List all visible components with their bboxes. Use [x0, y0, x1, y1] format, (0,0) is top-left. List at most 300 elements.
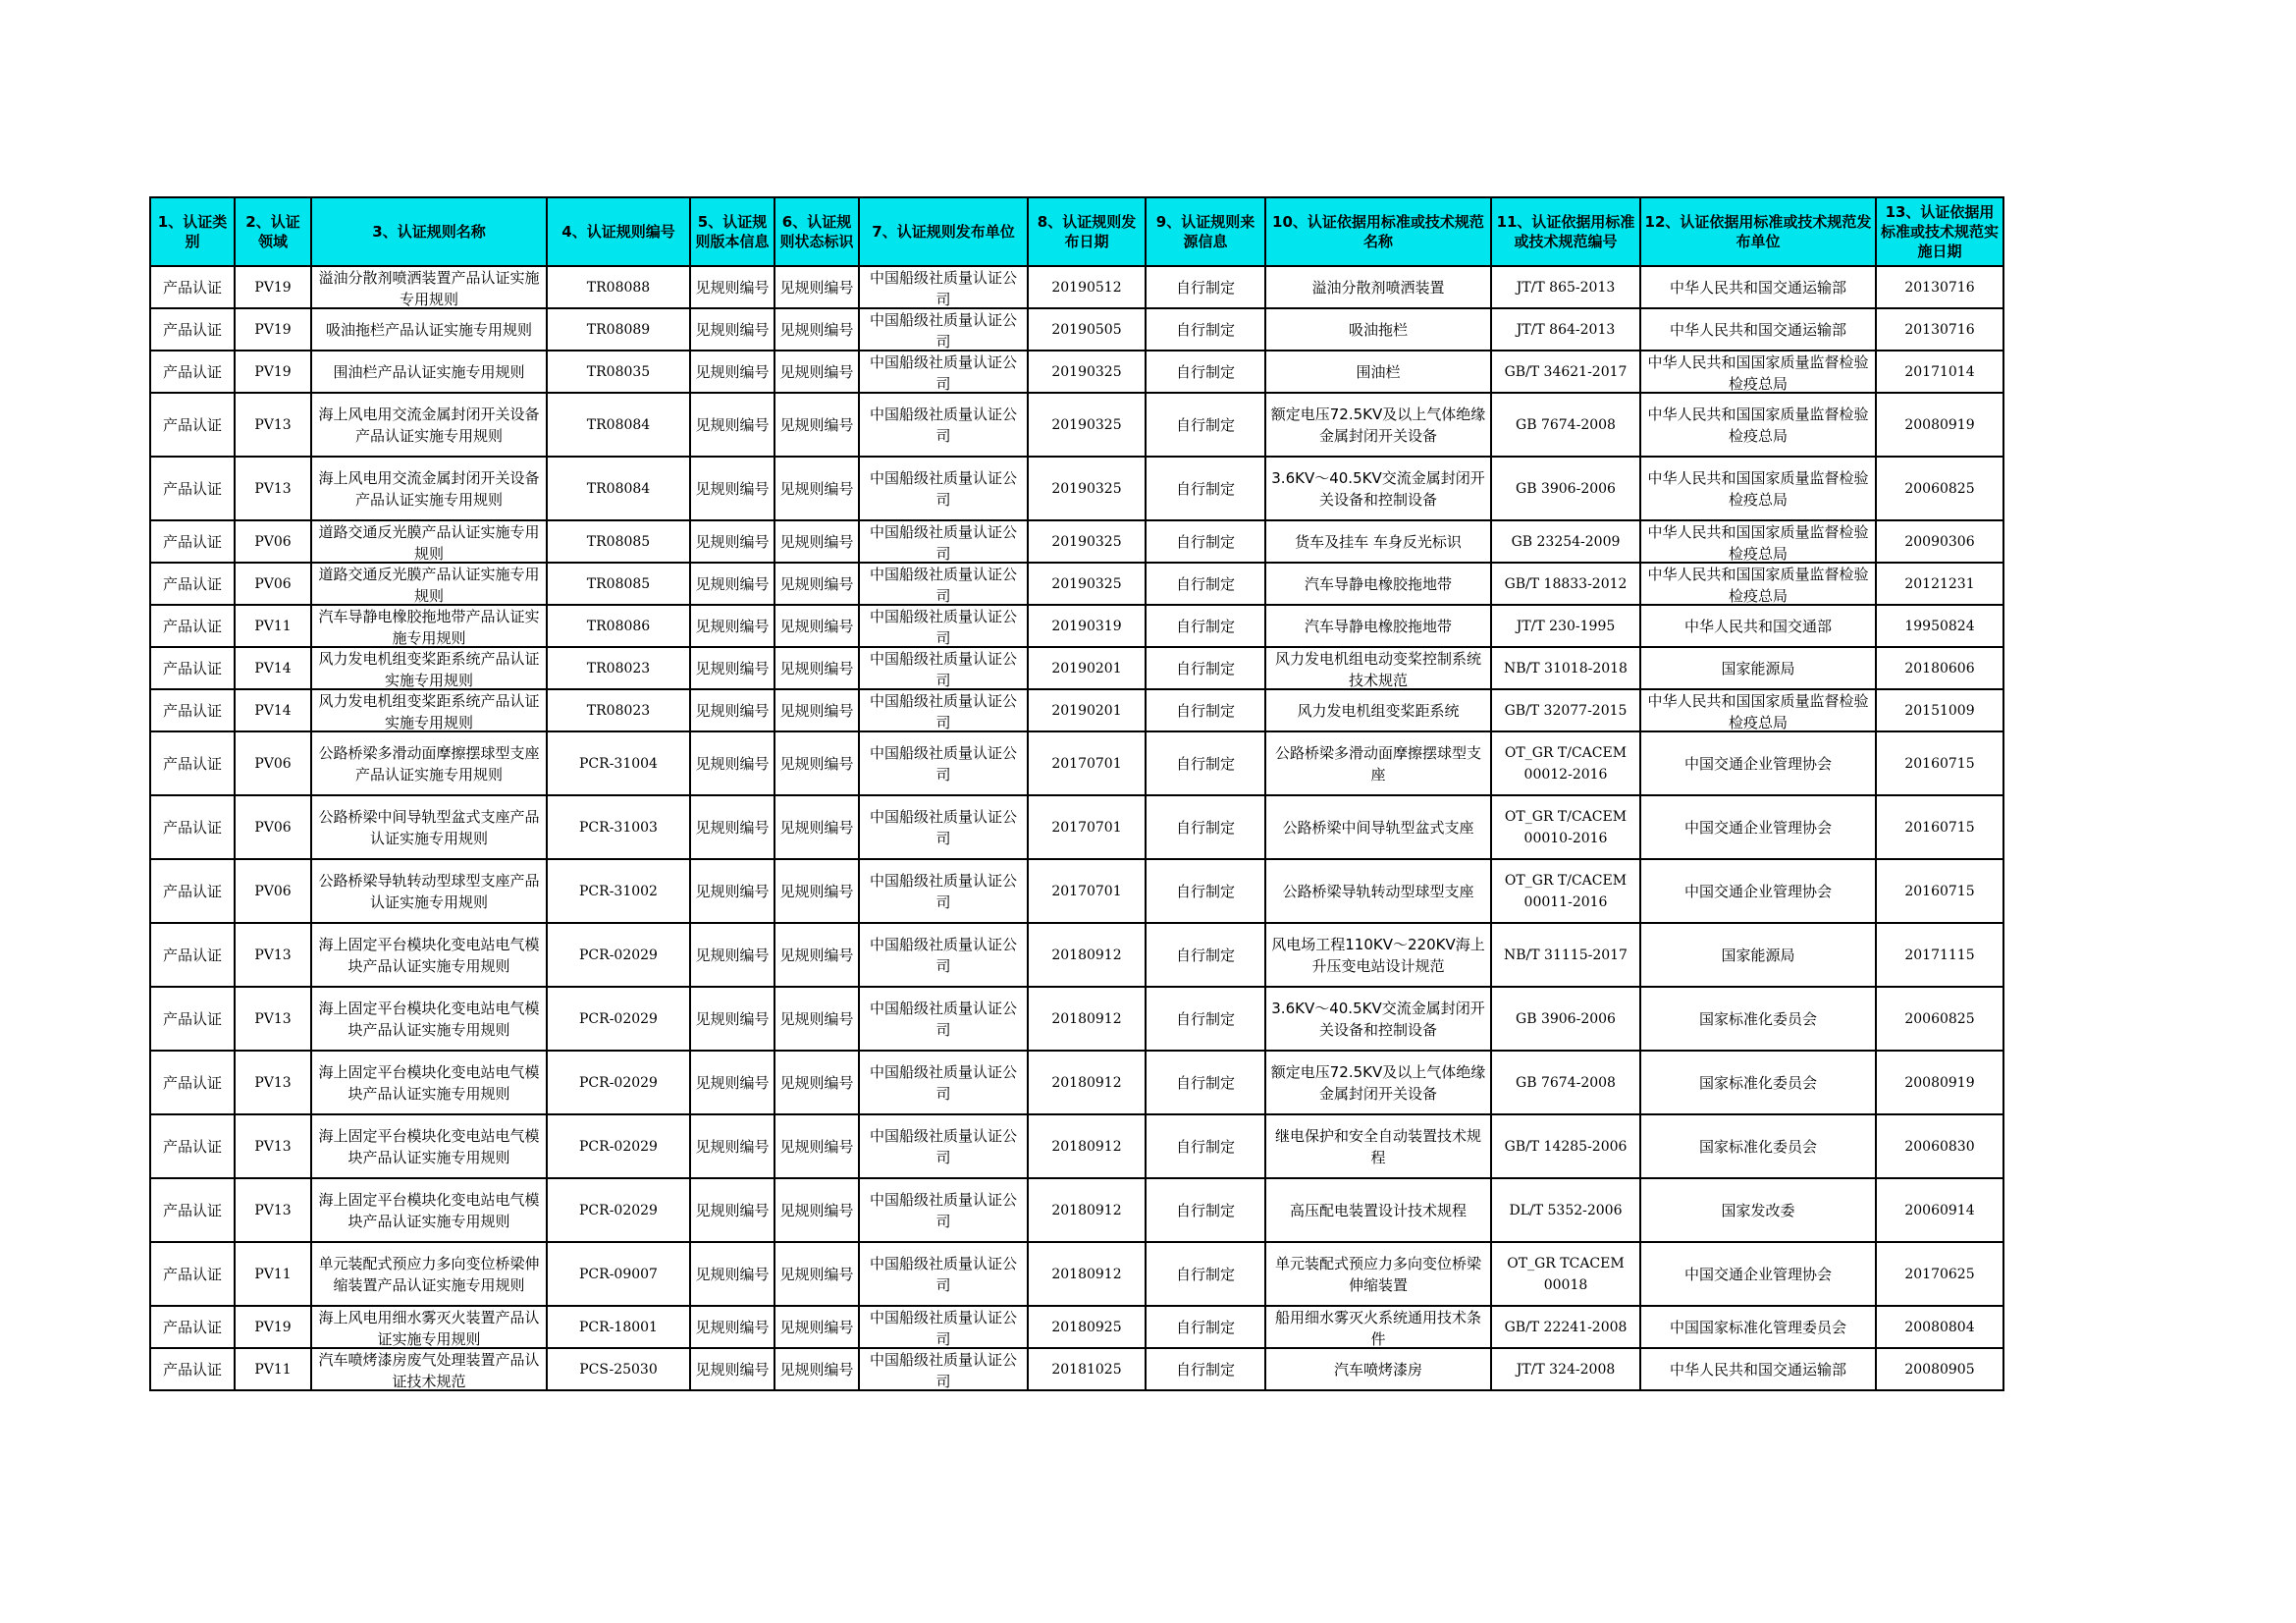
table-row	[150, 987, 2003, 1051]
table-cell-std-issuer	[1640, 393, 1876, 457]
cell-text: 20180606	[1904, 660, 1975, 676]
cell-text: 见规则编号	[695, 532, 770, 551]
cell-text: 见规则编号	[695, 1009, 770, 1028]
cell-text: 见规则编号	[695, 946, 770, 964]
cell-text: PV19	[254, 279, 292, 296]
table-row	[150, 605, 2003, 647]
table-cell-status	[774, 308, 859, 351]
table-cell-name	[311, 1051, 547, 1114]
table-cell-std-code	[1491, 520, 1640, 563]
header-cell: 8、认证规则发布日期	[1028, 197, 1146, 266]
table-cell-code	[547, 1306, 690, 1348]
table-cell-status	[774, 987, 859, 1051]
cell-text: 20190512	[1051, 279, 1122, 296]
cell-text: NB/T 31018-2018	[1504, 660, 1628, 676]
header-cell: 7、认证规则发布单位	[859, 197, 1028, 266]
table-row	[150, 795, 2003, 859]
cell-text: 见规则编号	[779, 1360, 854, 1379]
table-cell-cat	[150, 923, 235, 987]
cell-text: GB/T 32077-2015	[1504, 702, 1628, 719]
table-cell-ver	[690, 923, 774, 987]
table-cell-std-name	[1265, 1178, 1491, 1242]
table-cell-field	[235, 731, 311, 795]
cell-text: 见规则编号	[779, 1073, 854, 1092]
cell-text: 国家标准化委员会	[1698, 1009, 1817, 1028]
cell-text: 额定电压72.5KV及以上气体绝缘金属封闭开关设备	[1270, 405, 1486, 445]
cell-text: 围油栏产品认证实施专用规则	[333, 362, 525, 381]
cell-text: 国家发改委	[1721, 1201, 1795, 1219]
table-cell-ver	[690, 308, 774, 351]
table-cell-name	[311, 393, 547, 457]
table-cell-std-date	[1876, 987, 2003, 1051]
table-cell-code	[547, 1242, 690, 1306]
table-cell-std-code	[1491, 859, 1640, 923]
table-cell-source	[1146, 1348, 1265, 1390]
cell-text: 中国船级社质量认证公司	[869, 935, 1017, 975]
cell-text: 国家能源局	[1721, 659, 1795, 677]
cell-text: 中国船级社质量认证公司	[869, 743, 1017, 784]
table-cell-source	[1146, 520, 1265, 563]
table-cell-std-issuer	[1640, 689, 1876, 731]
table-cell-field	[235, 689, 311, 731]
cell-text: 中国船级社质量认证公司	[869, 650, 1017, 688]
cell-text: 海上固定平台模块化变电站电气模块产品认证实施专用规则	[318, 1126, 540, 1166]
table-cell-std-issuer	[1640, 520, 1876, 563]
table-cell-date	[1028, 795, 1146, 859]
table-cell-code	[547, 1178, 690, 1242]
cell-text: 产品认证	[162, 1137, 222, 1156]
cell-text: GB 7674-2008	[1516, 416, 1616, 433]
table-cell-status	[774, 689, 859, 731]
table-cell-std-date	[1876, 605, 2003, 647]
table-cell-field	[235, 1242, 311, 1306]
cell-text: 单元装配式预应力多向变位桥梁伸缩装置产品认证实施专用规则	[318, 1254, 540, 1294]
table-cell-field	[235, 1306, 311, 1348]
table-cell-std-code	[1491, 605, 1640, 647]
table-cell-status	[774, 859, 859, 923]
cell-text: 20171115	[1904, 947, 1975, 963]
table-cell-std-date	[1876, 923, 2003, 987]
cell-text: 汽车导静电橡胶拖地带	[1304, 617, 1452, 635]
cell-text: PCR-02029	[579, 1202, 658, 1218]
table-cell-std-name	[1265, 689, 1491, 731]
table-cell-std-code	[1491, 393, 1640, 457]
table-cell-std-code	[1491, 1178, 1640, 1242]
cell-text: 船用细水雾灭火系统通用技术条件	[1274, 1309, 1481, 1347]
table-cell-std-issuer	[1640, 795, 1876, 859]
cell-text: 20181025	[1051, 1361, 1122, 1378]
cell-text: 见规则编号	[779, 574, 854, 593]
cell-text: 见规则编号	[695, 320, 770, 339]
cell-text: 见规则编号	[779, 320, 854, 339]
cell-text: 20170701	[1051, 755, 1122, 772]
table-cell-std-name	[1265, 731, 1491, 795]
table-cell-cat	[150, 457, 235, 520]
cell-text: 溢油分散剂喷洒装置产品认证实施专用规则	[318, 269, 540, 307]
cell-text: 国家标准化委员会	[1698, 1073, 1817, 1092]
cell-text: 产品认证	[162, 479, 222, 498]
table-cell-std-issuer	[1640, 1348, 1876, 1390]
cell-text: 自行制定	[1175, 818, 1235, 837]
cell-text: 20060825	[1904, 1010, 1975, 1027]
table-cell-ver	[690, 795, 774, 859]
cell-text: PV13	[254, 1010, 292, 1027]
table-cell-std-code	[1491, 266, 1640, 308]
cell-text: 中国船级社质量认证公司	[869, 523, 1017, 562]
cell-text: 产品认证	[162, 701, 222, 720]
table-cell-name	[311, 563, 547, 605]
table-cell-std-issuer	[1640, 351, 1876, 393]
table-cell-ver	[690, 266, 774, 308]
cell-text: 公路桥梁导轨转动型球型支座产品认证实施专用规则	[318, 871, 540, 911]
cell-text: 自行制定	[1175, 617, 1235, 635]
cell-text: 货车及挂车 车身反光标识	[1295, 532, 1462, 551]
cell-text: 产品认证	[162, 415, 222, 434]
cell-text: 20190201	[1051, 702, 1122, 719]
table-row	[150, 351, 2003, 393]
table-cell-date	[1028, 605, 1146, 647]
table-cell-std-issuer	[1640, 987, 1876, 1051]
cell-text: 见规则编号	[695, 1073, 770, 1092]
table-row	[150, 859, 2003, 923]
table-cell-field	[235, 520, 311, 563]
table-cell-cat	[150, 1051, 235, 1114]
cell-text: 20190319	[1051, 618, 1122, 634]
cell-text: 20180912	[1051, 1138, 1122, 1155]
cell-text: PV06	[254, 755, 292, 772]
cell-text: 见规则编号	[695, 362, 770, 381]
cell-text: TR08085	[586, 575, 651, 592]
table-cell-code	[547, 1348, 690, 1390]
table-cell-std-code	[1491, 351, 1640, 393]
table-cell-cat	[150, 266, 235, 308]
header-cell: 12、认证依据用标准或技术规范发布单位	[1640, 197, 1876, 266]
table-cell-ver	[690, 1348, 774, 1390]
table-cell-name	[311, 647, 547, 689]
cell-text: 中国船级社质量认证公司	[869, 566, 1017, 604]
cell-text: 中国船级社质量认证公司	[869, 468, 1017, 509]
cell-text: 中国船级社质量认证公司	[869, 692, 1017, 730]
cell-text: 自行制定	[1175, 479, 1235, 498]
table-cell-source	[1146, 1178, 1265, 1242]
table-cell-date	[1028, 563, 1146, 605]
table-cell-std-name	[1265, 987, 1491, 1051]
table-cell-std-code	[1491, 647, 1640, 689]
table-cell-field	[235, 1051, 311, 1114]
table-cell-std-issuer	[1640, 563, 1876, 605]
table-cell-std-date	[1876, 266, 2003, 308]
cell-text: 中国船级社质量认证公司	[869, 1309, 1017, 1347]
table-cell-source	[1146, 563, 1265, 605]
cell-text: 国家能源局	[1721, 946, 1795, 964]
cell-text: TR08089	[586, 321, 651, 338]
table-cell-name	[311, 308, 547, 351]
table-row	[150, 689, 2003, 731]
cell-text: PV14	[254, 660, 292, 676]
table-cell-date	[1028, 1178, 1146, 1242]
cell-text: 见规则编号	[695, 818, 770, 837]
table-cell-std-name	[1265, 1114, 1491, 1178]
cell-text: 中国船级社质量认证公司	[869, 999, 1017, 1039]
table-cell-issuer	[859, 457, 1028, 520]
cell-text: 公路桥梁中间导轨型盆式支座产品认证实施专用规则	[318, 807, 540, 847]
table-cell-code	[547, 859, 690, 923]
cell-text: 中国船级社质量认证公司	[869, 608, 1017, 646]
cell-text: 20180912	[1051, 1010, 1122, 1027]
cell-text: 自行制定	[1175, 532, 1235, 551]
cell-text: 自行制定	[1175, 320, 1235, 339]
cell-text: GB 3906-2006	[1516, 1010, 1616, 1027]
cell-text: 中华人民共和国交通运输部	[1669, 1360, 1846, 1379]
cell-text: 20060914	[1904, 1202, 1975, 1218]
table-cell-ver	[690, 1051, 774, 1114]
table-cell-issuer	[859, 1242, 1028, 1306]
cell-text: 20180912	[1051, 1074, 1122, 1091]
table-cell-ver	[690, 689, 774, 731]
table-cell-code	[547, 457, 690, 520]
table-cell-name	[311, 457, 547, 520]
cell-text: TR08086	[586, 618, 651, 634]
cell-text: 中华人民共和国国家质量监督检验检疫总局	[1647, 566, 1869, 604]
table-cell-std-date	[1876, 457, 2003, 520]
table-cell-status	[774, 923, 859, 987]
header-row	[150, 197, 2003, 266]
table-cell-std-name	[1265, 605, 1491, 647]
table-cell-std-code	[1491, 987, 1640, 1051]
table-cell-std-name	[1265, 795, 1491, 859]
cell-text: OT_GR T/CACEM 00011-2016	[1504, 872, 1628, 910]
cell-text: 中华人民共和国交通运输部	[1669, 320, 1846, 339]
table-cell-status	[774, 1242, 859, 1306]
header-cell: 4、认证规则编号	[547, 197, 690, 266]
table-cell-field	[235, 1348, 311, 1390]
table-cell-std-issuer	[1640, 605, 1876, 647]
table-cell-source	[1146, 795, 1265, 859]
table-cell-cat	[150, 987, 235, 1051]
cell-text: 吸油拖栏产品认证实施专用规则	[325, 320, 532, 339]
cell-text: 风力发电机组电动变桨控制系统技术规范	[1274, 650, 1481, 688]
table-cell-std-date	[1876, 520, 2003, 563]
cell-text: PV13	[254, 1074, 292, 1091]
table-cell-std-code	[1491, 457, 1640, 520]
certification-rules-table	[149, 196, 2004, 1391]
table-cell-std-code	[1491, 923, 1640, 987]
table-cell-source	[1146, 457, 1265, 520]
cell-text: 溢油分散剂喷洒装置	[1311, 278, 1445, 297]
cell-text: 见规则编号	[779, 532, 854, 551]
cell-text: 见规则编号	[779, 1318, 854, 1336]
cell-text: 自行制定	[1175, 574, 1235, 593]
cell-text: 20130716	[1904, 279, 1975, 296]
cell-text: 产品认证	[162, 617, 222, 635]
cell-text: 中国船级社质量认证公司	[869, 1254, 1017, 1294]
table-cell-cat	[150, 351, 235, 393]
cell-text: TR08023	[586, 660, 651, 676]
cell-text: PCR-02029	[579, 1010, 658, 1027]
table-cell-name	[311, 1242, 547, 1306]
cell-text: 20170625	[1904, 1266, 1975, 1282]
cell-text: PCR-31004	[579, 755, 658, 772]
cell-text: 20180912	[1051, 1202, 1122, 1218]
cell-text: 产品认证	[162, 946, 222, 964]
table-cell-date	[1028, 1306, 1146, 1348]
table-cell-std-name	[1265, 393, 1491, 457]
table-cell-std-code	[1491, 731, 1640, 795]
cell-text: GB 7674-2008	[1516, 1074, 1616, 1091]
table-cell-ver	[690, 1114, 774, 1178]
table-cell-issuer	[859, 1114, 1028, 1178]
cell-text: PV13	[254, 416, 292, 433]
table-cell-std-issuer	[1640, 266, 1876, 308]
cell-text: PCR-31002	[579, 883, 658, 899]
cell-text: 产品认证	[162, 882, 222, 900]
table-cell-cat	[150, 1178, 235, 1242]
cell-text: PCR-09007	[579, 1266, 658, 1282]
cell-text: 自行制定	[1175, 362, 1235, 381]
cell-text: 产品认证	[162, 320, 222, 339]
table-cell-name	[311, 351, 547, 393]
cell-text: 产品认证	[162, 574, 222, 593]
table-cell-date	[1028, 457, 1146, 520]
table-cell-ver	[690, 1242, 774, 1306]
cell-text: 20180912	[1051, 947, 1122, 963]
cell-text: TR08084	[586, 416, 651, 433]
table-cell-issuer	[859, 1306, 1028, 1348]
table-cell-date	[1028, 351, 1146, 393]
header-cell: 13、认证依据用标准或技术规范实施日期	[1876, 197, 2003, 266]
cell-text: PCR-02029	[579, 1138, 658, 1155]
table-cell-std-code	[1491, 689, 1640, 731]
cell-text: 20160715	[1904, 819, 1975, 836]
cell-text: 产品认证	[162, 659, 222, 677]
table-cell-std-issuer	[1640, 859, 1876, 923]
cell-text: GB 3906-2006	[1516, 480, 1616, 497]
table-cell-std-date	[1876, 731, 2003, 795]
cell-text: TR08023	[586, 702, 651, 719]
cell-text: 20180912	[1051, 1266, 1122, 1282]
table-cell-code	[547, 647, 690, 689]
table-cell-cat	[150, 308, 235, 351]
cell-text: PCR-02029	[579, 947, 658, 963]
cell-text: 产品认证	[162, 1360, 222, 1379]
table-cell-std-name	[1265, 457, 1491, 520]
cell-text: 海上固定平台模块化变电站电气模块产品认证实施专用规则	[318, 935, 540, 975]
table-cell-status	[774, 266, 859, 308]
table-cell-date	[1028, 859, 1146, 923]
table-cell-issuer	[859, 351, 1028, 393]
cell-text: 中国国家标准化管理委员会	[1669, 1318, 1846, 1336]
cell-text: 20080919	[1904, 1074, 1975, 1091]
table-cell-ver	[690, 351, 774, 393]
table-cell-date	[1028, 647, 1146, 689]
table-row	[150, 1114, 2003, 1178]
table-cell-std-issuer	[1640, 457, 1876, 520]
cell-text: 见规则编号	[695, 1318, 770, 1336]
cell-text: 见规则编号	[695, 278, 770, 297]
cell-text: TR08035	[586, 363, 651, 380]
table-cell-source	[1146, 1114, 1265, 1178]
table-cell-source	[1146, 1242, 1265, 1306]
cell-text: 见规则编号	[695, 479, 770, 498]
cell-text: 自行制定	[1175, 1137, 1235, 1156]
table-cell-status	[774, 563, 859, 605]
table-cell-status	[774, 605, 859, 647]
table-cell-std-code	[1491, 1306, 1640, 1348]
table-cell-std-name	[1265, 1242, 1491, 1306]
table-cell-code	[547, 605, 690, 647]
table-cell-std-name	[1265, 923, 1491, 987]
cell-text: 20170701	[1051, 819, 1122, 836]
cell-text: 20060825	[1904, 480, 1975, 497]
cell-text: 20080905	[1904, 1361, 1975, 1378]
cell-text: 产品认证	[162, 1265, 222, 1283]
cell-text: 3.6KV～40.5KV交流金属封闭开关设备和控制设备	[1271, 468, 1485, 509]
cell-text: 中国交通企业管理协会	[1683, 754, 1832, 773]
cell-text: 20151009	[1904, 702, 1975, 719]
table-cell-source	[1146, 689, 1265, 731]
cell-text: 风电场工程110KV～220KV海上升压变电站设计规范	[1271, 935, 1485, 975]
cell-text: 3.6KV～40.5KV交流金属封闭开关设备和控制设备	[1271, 999, 1485, 1039]
table-cell-status	[774, 647, 859, 689]
table-cell-code	[547, 795, 690, 859]
cell-text: 20171014	[1904, 363, 1975, 380]
cell-text: 中国船级社质量认证公司	[869, 1351, 1017, 1389]
table-cell-status	[774, 520, 859, 563]
cell-text: GB 23254-2009	[1511, 533, 1621, 550]
cell-text: 20190325	[1051, 416, 1122, 433]
header-cell: 1、认证类别	[150, 197, 235, 266]
table-cell-name	[311, 795, 547, 859]
cell-text: PV13	[254, 480, 292, 497]
cell-text: PV19	[254, 1319, 292, 1335]
cell-text: PV06	[254, 575, 292, 592]
table-row	[150, 731, 2003, 795]
table-cell-std-name	[1265, 308, 1491, 351]
cell-text: JT/T 864-2013	[1516, 321, 1616, 338]
table-cell-name	[311, 605, 547, 647]
table-cell-name	[311, 923, 547, 987]
table-cell-name	[311, 1348, 547, 1390]
table-cell-field	[235, 393, 311, 457]
cell-text: 海上风电用细水雾灭火装置产品认证实施专用规则	[318, 1309, 540, 1347]
cell-text: 见规则编号	[779, 362, 854, 381]
table-cell-std-date	[1876, 795, 2003, 859]
cell-text: 20190505	[1051, 321, 1122, 338]
table-cell-status	[774, 457, 859, 520]
cell-text: 见规则编号	[779, 754, 854, 773]
table-cell-date	[1028, 987, 1146, 1051]
table-cell-cat	[150, 1114, 235, 1178]
table-cell-std-issuer	[1640, 647, 1876, 689]
table-cell-issuer	[859, 605, 1028, 647]
table-cell-std-date	[1876, 647, 2003, 689]
cell-text: 中国船级社质量认证公司	[869, 807, 1017, 847]
table-cell-field	[235, 1178, 311, 1242]
cell-text: TR08088	[586, 279, 651, 296]
table-cell-code	[547, 689, 690, 731]
cell-text: 自行制定	[1175, 1318, 1235, 1336]
table-cell-std-date	[1876, 393, 2003, 457]
cell-text: PV11	[254, 618, 292, 634]
table-cell-code	[547, 563, 690, 605]
cell-text: 19950824	[1904, 618, 1975, 634]
table-cell-std-date	[1876, 1348, 2003, 1390]
cell-text: 中华人民共和国国家质量监督检验检疫总局	[1647, 468, 1869, 509]
cell-text: 产品认证	[162, 1073, 222, 1092]
table-cell-source	[1146, 266, 1265, 308]
cell-text: PCR-18001	[579, 1319, 658, 1335]
table-cell-issuer	[859, 859, 1028, 923]
